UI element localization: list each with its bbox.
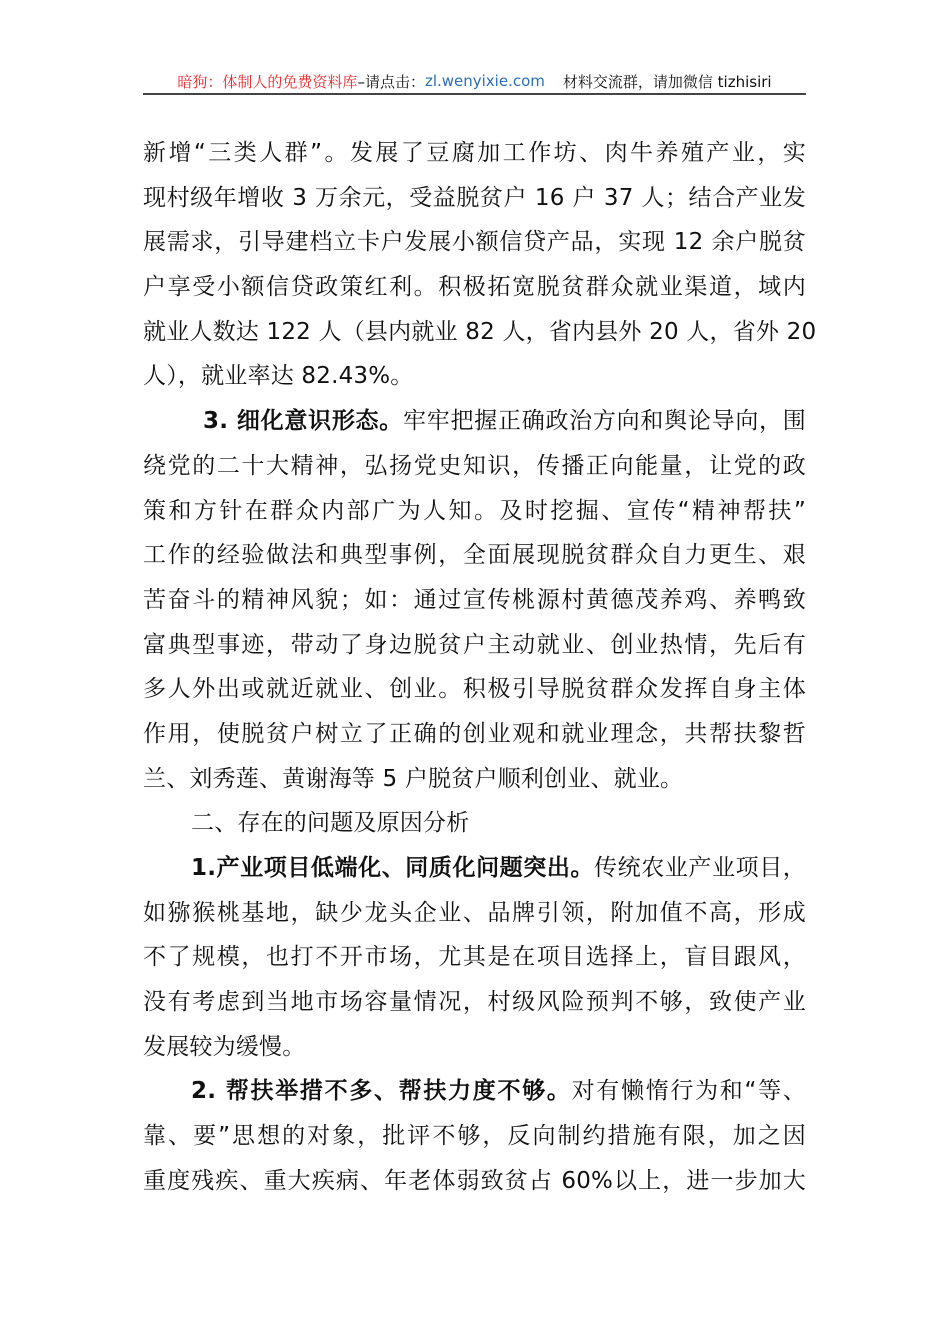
text-line <box>143 623 806 668</box>
text-line <box>143 1025 806 1070</box>
section-heading: 2. 帮扶举措不多、帮扶力度不够。 <box>191 1078 572 1105</box>
line-text: 工作的经验做法和典型事例，全面展现脱贫群众自力更生、艰 <box>143 542 806 569</box>
line-text: 作用，使脱贫户树立了正确的创业观和就业理念，共帮扶黎哲 <box>143 720 806 747</box>
line-text: 靠、要”思想的对象，批评不够，反向制约措施有限，加之因 <box>143 1123 806 1150</box>
section-heading: 1.产业项目低端化、同质化问题突出。 <box>191 855 595 881</box>
text-line <box>143 757 806 802</box>
text-line <box>143 891 806 936</box>
line-text: 现村级年增收 3 万余元，受益脱贫户 16 户 37 人；结合产业发 <box>143 184 806 211</box>
line-text: 重度残疾、重大疾病、年老体弱致贫占 60%以上，进一步加大 <box>143 1167 806 1194</box>
line-text: 户享受小额信贷政策红利。积极拓宽脱贫群众就业渠道，域内 <box>143 274 806 301</box>
line-text: 对有懒惰行为和“等、 <box>571 1078 806 1105</box>
text-line <box>143 354 806 399</box>
text-line <box>143 846 806 891</box>
text-line <box>143 131 806 176</box>
header-group-info: 材料交流群，请加微信 tizhisiri <box>562 72 772 91</box>
line-text: 二、存在的问题及原因分析 <box>191 810 470 837</box>
header-divider <box>143 93 806 95</box>
text-line <box>143 176 806 221</box>
line-text: 没有考虑到当地市场容量情况，村级风险预判不够，致使产业 <box>143 989 806 1016</box>
text-line <box>143 265 806 310</box>
line-text: 策和方针在群众内部广为人知。及时挖掘、宣传“精神帮扶” <box>143 497 806 524</box>
text-line <box>143 220 806 265</box>
text-line <box>143 489 806 534</box>
text-line <box>143 1114 806 1159</box>
header-click-prompt: –请点击： <box>357 72 425 91</box>
text-line <box>143 801 806 846</box>
text-line <box>143 980 806 1025</box>
text-line <box>143 935 806 980</box>
line-text: 苦奋斗的精神风貌；如：通过宣传桃源村黄德茂养鸡、养鸭致 <box>143 586 806 613</box>
header-url-link[interactable]: zl.wenyixie.com <box>424 72 545 90</box>
text-line <box>143 667 806 712</box>
text-line <box>143 444 806 489</box>
line-text: 新增“三类人群”。发展了豆腐加工作坊、肉牛养殖产业，实 <box>143 140 806 166</box>
section-heading: 3. 细化意识形态。 <box>203 408 404 435</box>
line-text: 兰、刘秀莲、黄谢海等 5 户脱贫户顺利创业、就业。 <box>143 765 684 792</box>
line-text: 就业人数达 122 人（县内就业 82 人，省内县外 20 人，省外 20 <box>143 318 817 345</box>
line-text: 富典型事迹，带动了身边脱贫户主动就业、创业热情，先后有 <box>143 631 806 658</box>
text-line <box>143 712 806 757</box>
line-text: 传统农业产业项目， <box>594 855 806 881</box>
text-line <box>143 310 817 355</box>
line-text: 发展较为缓慢。 <box>143 1033 306 1060</box>
line-text: 多人外出或就近就业、创业。积极引导脱贫群众发挥自身主体 <box>143 676 806 703</box>
text-line <box>143 533 806 578</box>
text-line <box>143 1159 806 1204</box>
document-body <box>143 131 817 1204</box>
line-text: 展需求，引导建档立卡户发展小额信贷产品，实现 12 余户脱贫 <box>143 229 806 256</box>
header-site-name: 暗狗：体制人的免费资料库 <box>177 72 358 91</box>
text-line <box>143 578 806 623</box>
line-text: 人），就业率达 82.43%。 <box>143 363 414 390</box>
text-line <box>143 1069 806 1114</box>
line-text: 不了规模，也打不开市场，尤其是在项目选择上，盲目跟风， <box>143 944 806 971</box>
line-text: 绕党的二十大精神，弘扬党史知识，传播正向能量，让党的政 <box>143 452 806 479</box>
text-line <box>143 399 806 444</box>
line-text: 如猕猴桃基地，缺少龙头企业、品牌引领，附加值不高，形成 <box>143 899 806 926</box>
page-header <box>143 70 806 92</box>
line-text: 牢牢把握正确政治方向和舆论导向，围 <box>403 408 806 435</box>
